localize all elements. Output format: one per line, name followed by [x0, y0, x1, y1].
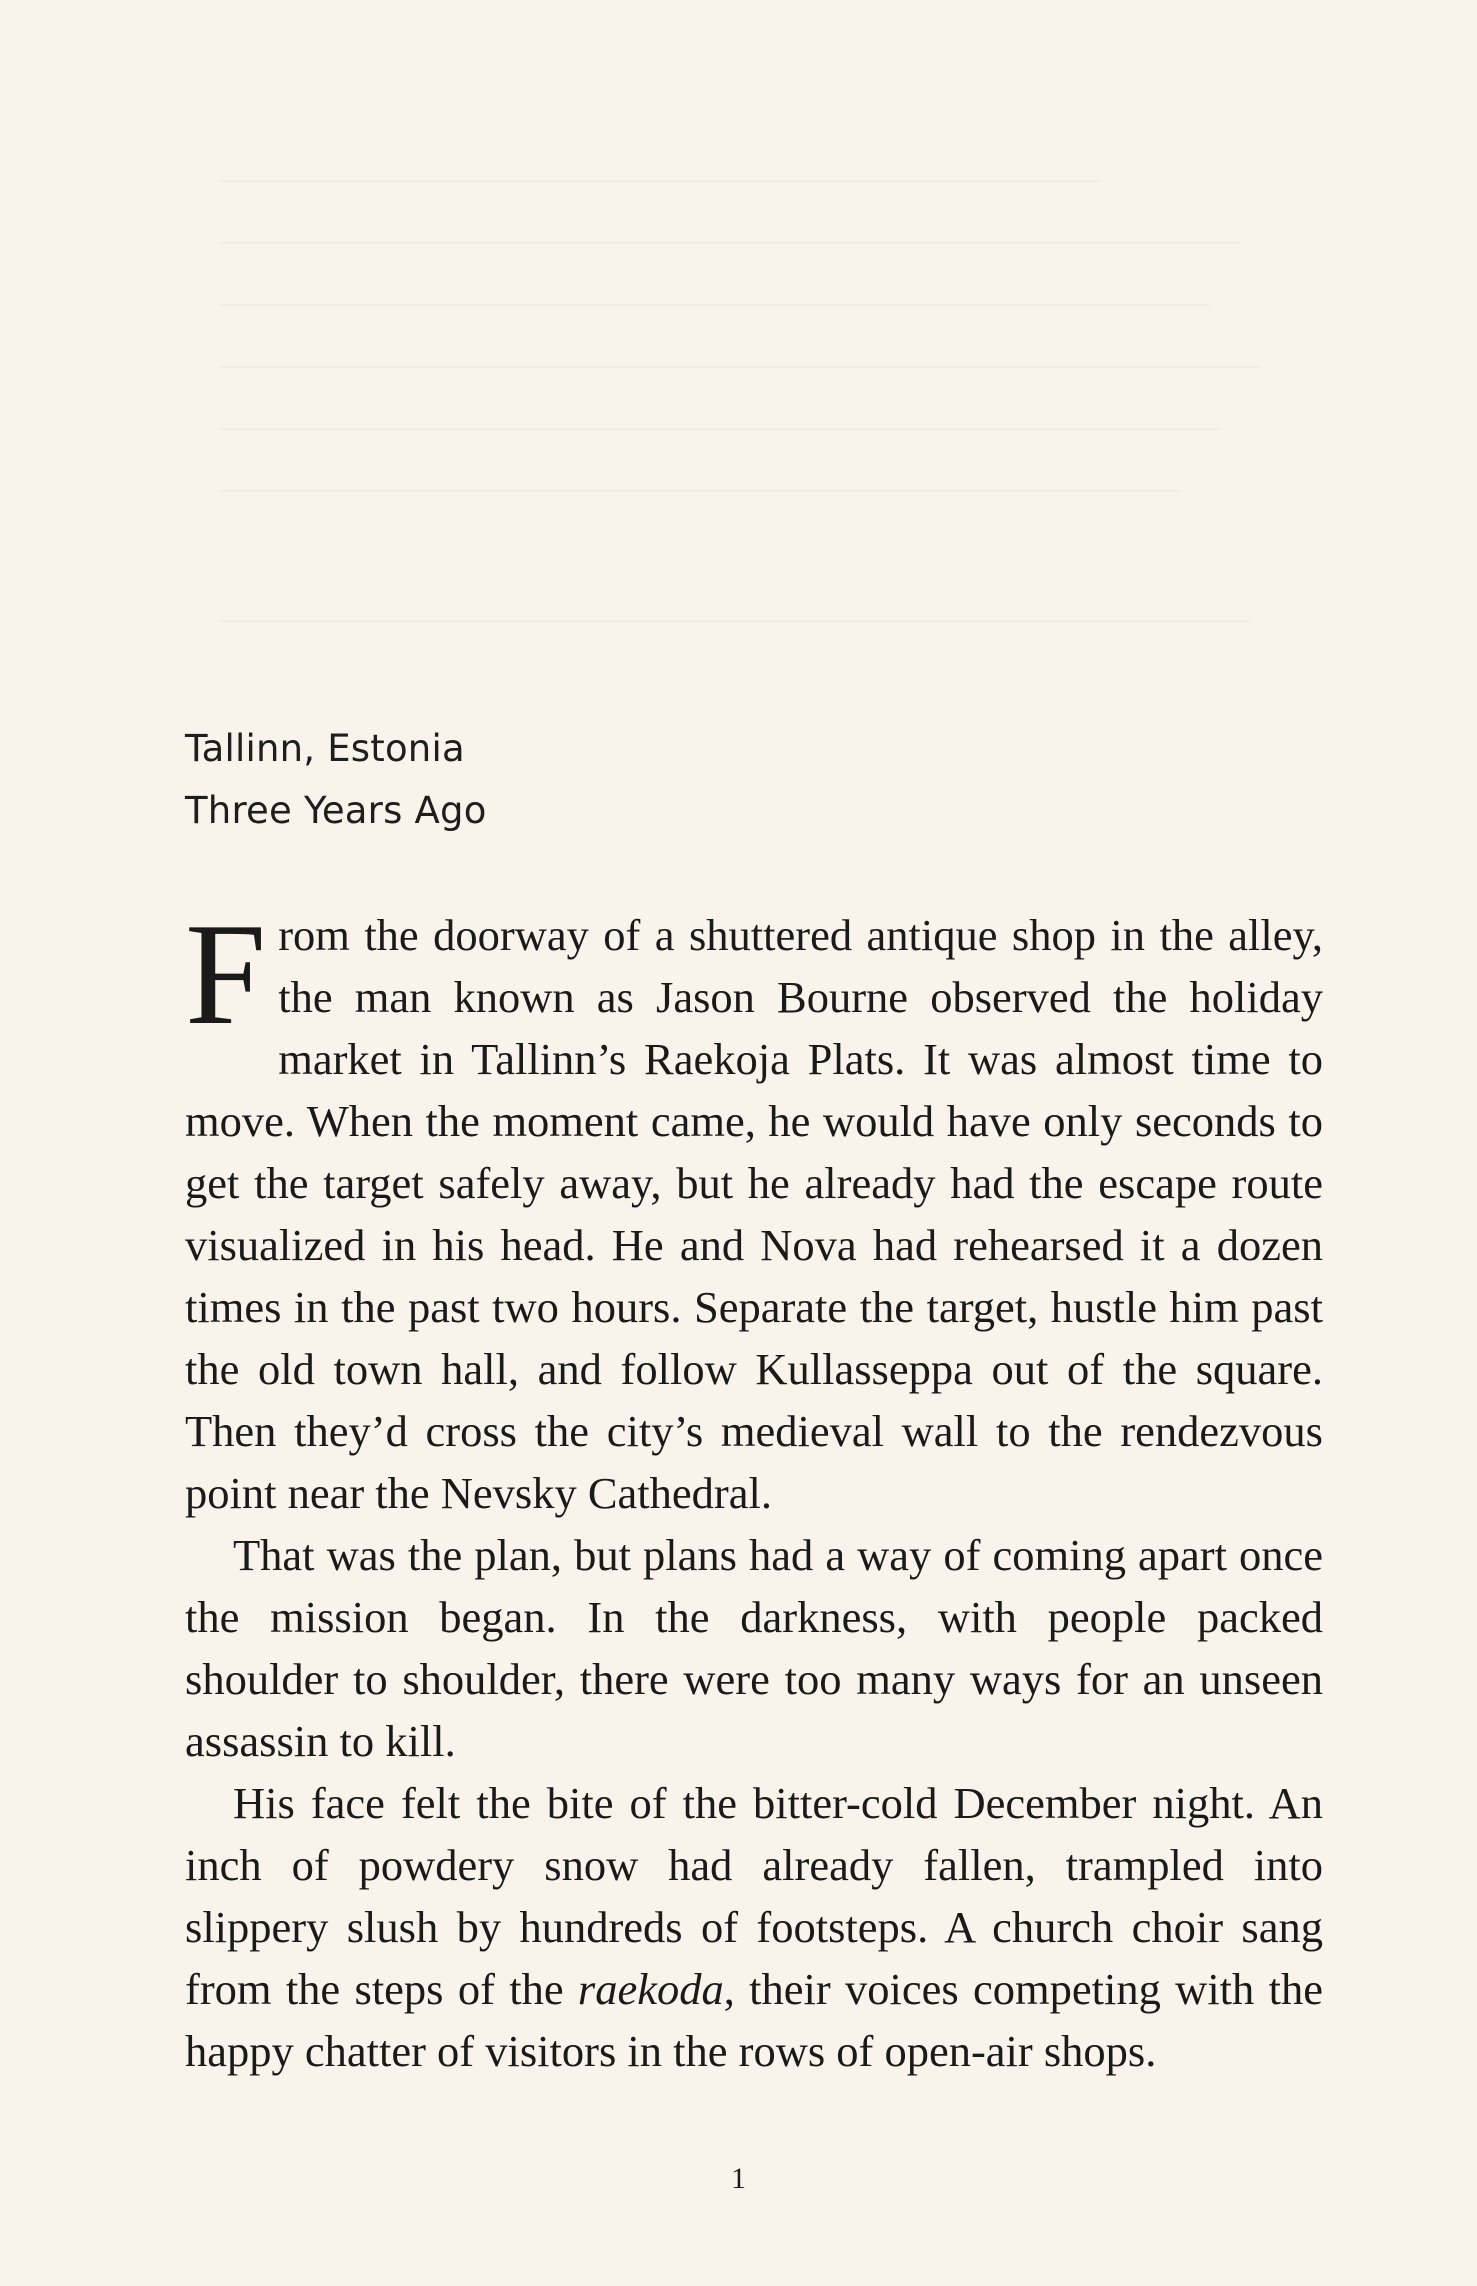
bleed-through-line — [220, 242, 1240, 244]
dateline-place: Tallinn, Estonia — [185, 727, 465, 770]
paragraph-1-text: rom the doorway of a shuttered antique shop in the alley, the man known as Jason Bourne observed the holiday market in Tallinn’s Raekoja Plats. It was almost time to move. When the moment came, he would have only seconds to get the target safely away, but he already had the escape route visualized in his head. He and Nova had rehearsed it a dozen times in the past two hours. Separate the target, hustle him past the old town hall, and follow Kullasseppa out of the square. Then they’d cross the city’s medieval wall to the rendezvous point near the Nevsky Cathedral. — [185, 910, 1323, 1518]
chapter-body — [185, 893, 1323, 2082]
bleed-through-line — [220, 490, 1180, 492]
bleed-through-line — [220, 428, 1220, 430]
bleed-through-line — [220, 304, 1210, 306]
chapter-dateline — [185, 718, 487, 842]
paragraph-3-text-before: His face felt the bite of the bitter-cold December night. An inch of powdery snow had already fallen, trampled into slippery slush by hundreds of footsteps. A church choir sang from the steps of the — [185, 1778, 1323, 2014]
dateline-time: Three Years Ago — [185, 789, 487, 832]
paragraph-1 — [185, 893, 1323, 1524]
paragraph-3-italic-term: raekoda — [577, 1964, 724, 2014]
drop-cap: F — [185, 893, 267, 1055]
paragraph-3 — [185, 1772, 1323, 2082]
paragraph-3-text-after: , their voices competing with the happy chatter of visitors in the rows of open-air shops. — [185, 1964, 1323, 2076]
bleed-through-line — [220, 366, 1260, 368]
paragraph-2: That was the plan, but plans had a way of coming apart once the mission began. In the darkness, with people packed shoulder to shoulder, there were too many ways for an unseen assassin to kill. — [185, 1530, 1323, 1766]
bleed-through-line — [220, 620, 1250, 622]
page-number: 1 — [731, 2162, 746, 2195]
bleed-through-line — [220, 180, 1100, 182]
